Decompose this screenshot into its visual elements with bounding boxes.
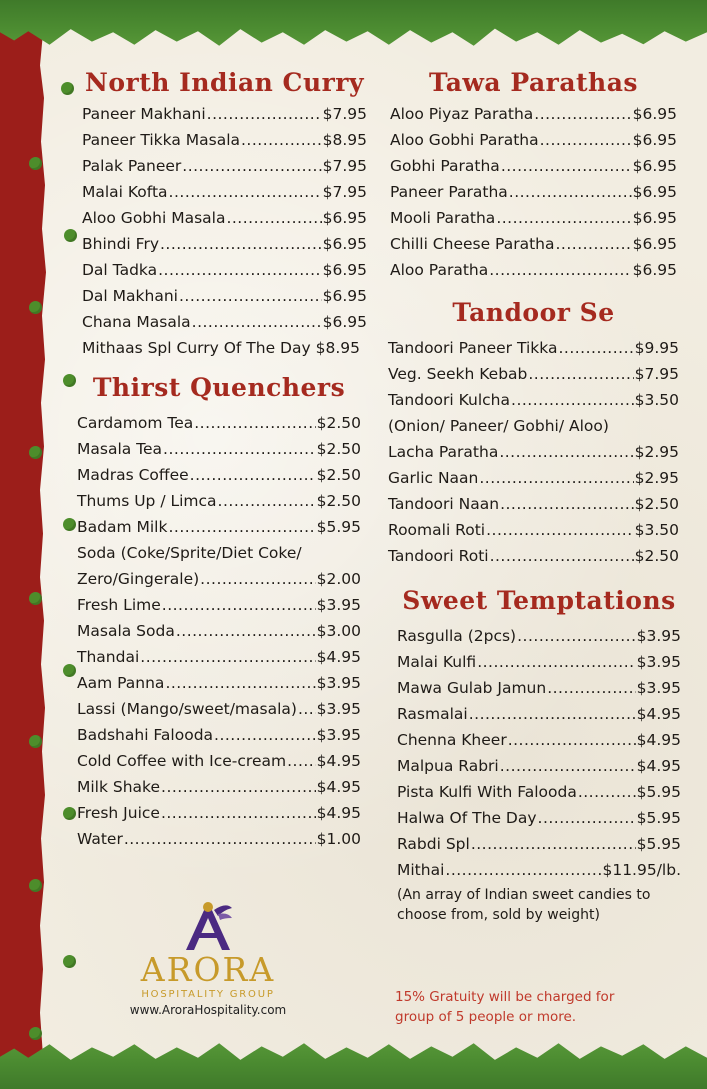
menu-list bbox=[77, 410, 361, 852]
leaf-dot bbox=[64, 229, 77, 242]
sweet-note-line: (An array of Indian sweet candies to bbox=[397, 887, 651, 903]
dot-leader bbox=[534, 101, 631, 127]
dot-leader bbox=[509, 179, 632, 205]
leaf-dot bbox=[29, 446, 42, 459]
menu-item-price: $2.50 bbox=[634, 547, 679, 565]
gratuity-notice bbox=[395, 987, 675, 1027]
menu-item bbox=[397, 623, 681, 649]
menu-item bbox=[77, 774, 361, 800]
dot-leader bbox=[241, 127, 322, 153]
menu-item-price: $2.50 bbox=[316, 492, 361, 510]
leaf-dot bbox=[63, 807, 76, 820]
menu-item-price: $5.95 bbox=[636, 809, 681, 827]
menu-item-name: Badshahi Falooda bbox=[77, 726, 214, 744]
menu-item-name: Pista Kulfi With Falooda bbox=[397, 783, 577, 801]
dot-leader bbox=[496, 205, 631, 231]
menu-item bbox=[397, 649, 681, 675]
dot-leader bbox=[500, 491, 634, 517]
section-title: Sweet Temptations bbox=[402, 586, 676, 615]
dot-leader bbox=[500, 753, 636, 779]
menu-item-price: $3.95 bbox=[316, 700, 361, 718]
menu-item-name: Palak Paneer bbox=[82, 157, 182, 175]
menu-item-price: $3.95 bbox=[316, 726, 361, 744]
section-sweet-temptations bbox=[397, 586, 681, 925]
menu-item-name: Mithaas Spl Curry Of The Day bbox=[82, 339, 311, 357]
leaf-dot bbox=[29, 1027, 42, 1040]
menu-item-name: Mooli Paratha bbox=[390, 209, 496, 227]
dot-leader bbox=[287, 748, 316, 774]
menu-item bbox=[82, 309, 367, 335]
menu-item-price: $6.95 bbox=[632, 235, 677, 253]
dot-leader bbox=[163, 436, 316, 462]
dot-leader bbox=[471, 831, 636, 857]
menu-item-price: $6.95 bbox=[632, 183, 677, 201]
menu-item bbox=[82, 335, 367, 361]
menu-item bbox=[82, 231, 367, 257]
section-tandoor-se bbox=[388, 298, 679, 569]
dot-leader bbox=[168, 514, 315, 540]
section-title: Tawa Parathas bbox=[428, 68, 639, 97]
menu-item-price: $3.50 bbox=[634, 521, 679, 539]
menu-item-name: Aam Panna bbox=[77, 674, 165, 692]
menu-item-name: Tandoori Paneer Tikka bbox=[388, 339, 558, 357]
menu-item bbox=[397, 727, 681, 753]
menu-item-price: $6.95 bbox=[322, 209, 367, 227]
menu-item-price: $7.95 bbox=[322, 183, 367, 201]
dot-leader bbox=[207, 101, 322, 127]
dot-leader bbox=[508, 727, 636, 753]
menu-item-price: $7.95 bbox=[322, 105, 367, 123]
section-tawa-parathas bbox=[390, 68, 677, 283]
menu-item-name: Paneer Paratha bbox=[390, 183, 508, 201]
menu-item bbox=[82, 153, 367, 179]
sweet-note bbox=[397, 885, 681, 925]
menu-item bbox=[82, 179, 367, 205]
menu-item-name: Garlic Naan bbox=[388, 469, 479, 487]
menu-item bbox=[77, 696, 361, 722]
menu-item-price: $5.95 bbox=[316, 518, 361, 536]
dot-leader bbox=[479, 465, 633, 491]
leaf-dot bbox=[29, 301, 42, 314]
leaf-dot bbox=[61, 82, 74, 95]
menu-item bbox=[77, 670, 361, 696]
menu-item-price: $4.95 bbox=[316, 752, 361, 770]
menu-item bbox=[77, 566, 361, 592]
dot-leader bbox=[124, 826, 316, 852]
menu-item-price: $6.95 bbox=[322, 313, 367, 331]
menu-item bbox=[397, 753, 681, 779]
leaf-dot bbox=[63, 374, 76, 387]
dot-leader bbox=[158, 257, 322, 283]
menu-item-name: Fresh Juice bbox=[77, 804, 160, 822]
dot-leader bbox=[226, 205, 321, 231]
menu-item-name: Milk Shake bbox=[77, 778, 161, 796]
menu-item-price: $4.95 bbox=[316, 778, 361, 796]
menu-item bbox=[82, 101, 367, 127]
menu-item-name: Mithai bbox=[397, 861, 445, 879]
menu-item-name: Malpua Rabri bbox=[397, 757, 499, 775]
leaf-dot bbox=[29, 157, 42, 170]
menu-item bbox=[388, 413, 679, 439]
dot-leader bbox=[486, 517, 634, 543]
menu-item bbox=[82, 127, 367, 153]
menu-item-price: $6.95 bbox=[632, 131, 677, 149]
menu-item-name: Badam Milk bbox=[77, 518, 168, 536]
menu-item-price: $2.95 bbox=[634, 443, 679, 461]
dot-leader bbox=[558, 335, 633, 361]
section-title: Tandoor Se bbox=[452, 298, 615, 327]
menu-item-name: Aloo Paratha bbox=[390, 261, 489, 279]
menu-item bbox=[388, 387, 679, 413]
logo-wordmark: ARORA bbox=[140, 950, 276, 989]
menu-item-price: $8.95 bbox=[315, 339, 360, 357]
menu-item bbox=[77, 800, 361, 826]
menu-item-name: Rasgulla (2pcs) bbox=[397, 627, 517, 645]
menu-item bbox=[77, 826, 361, 852]
dot-leader bbox=[540, 127, 632, 153]
menu-item-price: $4.95 bbox=[636, 757, 681, 775]
dot-leader bbox=[161, 800, 316, 826]
menu-item-price: $6.95 bbox=[632, 157, 677, 175]
menu-item bbox=[397, 675, 681, 701]
dot-leader bbox=[511, 387, 634, 413]
menu-item-name: Bhindi Fry bbox=[82, 235, 159, 253]
menu-list bbox=[388, 335, 679, 569]
leaf-dot bbox=[63, 955, 76, 968]
menu-item-price: $6.95 bbox=[632, 261, 677, 279]
menu-item bbox=[77, 462, 361, 488]
menu-item bbox=[77, 410, 361, 436]
menu-item-price: $5.95 bbox=[636, 783, 681, 801]
menu-item bbox=[77, 514, 361, 540]
menu-item-name: Lassi (Mango/sweet/masala) bbox=[77, 700, 297, 718]
dot-leader bbox=[190, 462, 316, 488]
section-title: Thirst Quenchers bbox=[92, 373, 346, 402]
menu-item bbox=[388, 543, 679, 569]
menu-item-price: $2.50 bbox=[634, 495, 679, 513]
menu-item-name: Tandoori Kulcha bbox=[388, 391, 511, 409]
menu-item bbox=[77, 644, 361, 670]
leaf-dot bbox=[29, 879, 42, 892]
menu-item-name: Mawa Gulab Jamun bbox=[397, 679, 547, 697]
menu-item bbox=[390, 257, 677, 283]
menu-item-price: $6.95 bbox=[632, 209, 677, 227]
dot-leader bbox=[218, 488, 316, 514]
menu-item bbox=[82, 205, 367, 231]
menu-item-price: $5.95 bbox=[636, 835, 681, 853]
menu-item-price: $3.95 bbox=[636, 627, 681, 645]
menu-item-name: Malai Kofta bbox=[82, 183, 168, 201]
menu-item-name: Paneer Makhani bbox=[82, 105, 206, 123]
menu-item bbox=[397, 779, 681, 805]
menu-item bbox=[82, 283, 367, 309]
menu-list bbox=[82, 101, 367, 361]
menu-item-name: Masala Soda bbox=[77, 622, 175, 640]
menu-item bbox=[397, 701, 681, 727]
dot-leader bbox=[192, 309, 322, 335]
dot-leader bbox=[538, 805, 636, 831]
dot-leader bbox=[162, 592, 316, 618]
dot-leader bbox=[182, 153, 321, 179]
dot-leader bbox=[179, 283, 322, 309]
menu-item-price: $6.95 bbox=[322, 261, 367, 279]
dot-leader bbox=[165, 670, 315, 696]
dot-leader bbox=[298, 696, 316, 722]
menu-item bbox=[397, 805, 681, 831]
menu-item bbox=[397, 831, 681, 857]
menu-item bbox=[397, 857, 681, 883]
dot-leader bbox=[140, 644, 315, 670]
arora-logo-mark-icon bbox=[178, 900, 238, 952]
logo-subtitle: HOSPITALITY GROUP bbox=[141, 989, 275, 1000]
menu-item-price: $7.95 bbox=[634, 365, 679, 383]
dot-leader bbox=[214, 722, 316, 748]
menu-list bbox=[397, 623, 681, 883]
dot-leader bbox=[477, 649, 635, 675]
dot-leader bbox=[160, 231, 322, 257]
section-title: North Indian Curry bbox=[85, 68, 364, 97]
dot-leader bbox=[161, 774, 316, 800]
dot-leader bbox=[169, 179, 322, 205]
menu-item bbox=[390, 101, 677, 127]
leaf-dot bbox=[29, 735, 42, 748]
menu-item-price: $3.95 bbox=[316, 596, 361, 614]
dot-leader bbox=[469, 701, 636, 727]
menu-item-price: $11.95/lb. bbox=[602, 861, 681, 879]
menu-item bbox=[390, 153, 677, 179]
menu-item-price: $8.95 bbox=[322, 131, 367, 149]
menu-item bbox=[77, 540, 361, 566]
menu-item-name: Lacha Paratha bbox=[388, 443, 499, 461]
menu-item-name: Veg. Seekh Kebab bbox=[388, 365, 528, 383]
menu-list bbox=[390, 101, 677, 283]
menu-item-name: Rasmalai bbox=[397, 705, 468, 723]
website-link[interactable]: www.AroraHospitality.com bbox=[129, 1003, 287, 1017]
menu-item-name: Cold Coffee with Ice-cream bbox=[77, 752, 287, 770]
menu-item-price: $3.95 bbox=[636, 679, 681, 697]
menu-item-price: $2.50 bbox=[316, 414, 361, 432]
menu-item-name: Roomali Roti bbox=[388, 521, 486, 539]
menu-item-name: Gobhi Paratha bbox=[390, 157, 500, 175]
section-thirst-quenchers bbox=[77, 373, 361, 852]
menu-item bbox=[388, 335, 679, 361]
menu-item bbox=[77, 722, 361, 748]
leaf-dot bbox=[29, 592, 42, 605]
menu-item-price: $3.95 bbox=[316, 674, 361, 692]
dot-leader bbox=[176, 618, 316, 644]
section-north-indian bbox=[82, 68, 367, 361]
menu-item-name: Tandoori Naan bbox=[388, 495, 500, 513]
gratuity-line: 15% Gratuity will be charged for bbox=[395, 989, 615, 1005]
leaf-dot bbox=[63, 664, 76, 677]
sweet-note-line: choose from, sold by weight) bbox=[397, 907, 600, 923]
menu-item-name: Aloo Piyaz Paratha bbox=[390, 105, 534, 123]
menu-item bbox=[390, 231, 677, 257]
menu-item-price: $6.95 bbox=[322, 287, 367, 305]
menu-item-price: $2.95 bbox=[634, 469, 679, 487]
menu-item-price: $6.95 bbox=[322, 235, 367, 253]
menu-item-name: Halwa Of The Day bbox=[397, 809, 537, 827]
menu-item-price: $9.95 bbox=[634, 339, 679, 357]
dot-leader bbox=[445, 857, 601, 883]
menu-item-price: $1.00 bbox=[316, 830, 361, 848]
menu-item bbox=[388, 517, 679, 543]
gratuity-line: group of 5 people or more. bbox=[395, 1009, 577, 1025]
menu-item bbox=[388, 465, 679, 491]
menu-item bbox=[388, 491, 679, 517]
menu-item-name: Tandoori Roti bbox=[388, 547, 489, 565]
menu-item-name: Water bbox=[77, 830, 123, 848]
dot-leader bbox=[200, 566, 315, 592]
menu-item bbox=[77, 748, 361, 774]
menu-item bbox=[388, 361, 679, 387]
menu-item-name: Fresh Lime bbox=[77, 596, 161, 614]
menu-item-price: $4.95 bbox=[316, 648, 361, 666]
dot-leader bbox=[517, 623, 636, 649]
dot-leader bbox=[490, 543, 634, 569]
menu-item bbox=[77, 618, 361, 644]
menu-item bbox=[390, 179, 677, 205]
menu-item-name: Dal Makhani bbox=[82, 287, 178, 305]
menu-item bbox=[388, 439, 679, 465]
menu-item bbox=[390, 127, 677, 153]
menu-item-name: Soda (Coke/Sprite/Diet Coke/ bbox=[77, 544, 302, 562]
dot-leader bbox=[547, 675, 635, 701]
dot-leader bbox=[489, 257, 631, 283]
dot-leader bbox=[194, 410, 315, 436]
menu-item bbox=[77, 436, 361, 462]
menu-item-name: Thandai bbox=[77, 648, 140, 666]
menu-item bbox=[77, 488, 361, 514]
menu-item bbox=[390, 205, 677, 231]
dot-leader bbox=[501, 153, 632, 179]
menu-item-name: Chilli Cheese Paratha bbox=[390, 235, 555, 253]
menu-item-name: Malai Kulfi bbox=[397, 653, 477, 671]
menu-item-name: Rabdi Spl bbox=[397, 835, 470, 853]
menu-item-price: $6.95 bbox=[632, 105, 677, 123]
menu-item-price: $7.95 bbox=[322, 157, 367, 175]
menu-item-name: Dal Tadka bbox=[82, 261, 158, 279]
leaf-dot bbox=[63, 518, 76, 531]
menu-item-price: $3.95 bbox=[636, 653, 681, 671]
dot-leader bbox=[555, 231, 631, 257]
dot-leader bbox=[499, 439, 633, 465]
menu-item-name: Aloo Gobhi Paratha bbox=[390, 131, 539, 149]
menu-item-name: Paneer Tikka Masala bbox=[82, 131, 240, 149]
menu-item-name: Thums Up / Limca bbox=[77, 492, 217, 510]
menu-item-name: Chana Masala bbox=[82, 313, 191, 331]
menu-item bbox=[82, 257, 367, 283]
menu-item-price: $4.95 bbox=[636, 731, 681, 749]
menu-item-price: $2.50 bbox=[316, 466, 361, 484]
menu-item-name: Masala Tea bbox=[77, 440, 163, 458]
menu-item-name: Chenna Kheer bbox=[397, 731, 507, 749]
menu-item bbox=[77, 592, 361, 618]
menu-item-price: $3.50 bbox=[634, 391, 679, 409]
menu-item-name: Aloo Gobhi Masala bbox=[82, 209, 226, 227]
menu-item-name: (Onion/ Paneer/ Gobhi/ Aloo) bbox=[388, 417, 609, 435]
menu-item-price: $2.50 bbox=[316, 440, 361, 458]
dot-leader bbox=[578, 779, 636, 805]
menu-item-price: $2.00 bbox=[316, 570, 361, 588]
menu-item-price: $4.95 bbox=[636, 705, 681, 723]
menu-item-price: $3.00 bbox=[316, 622, 361, 640]
menu-item-name: Madras Coffee bbox=[77, 466, 189, 484]
arora-logo bbox=[118, 900, 298, 1018]
menu-item-name: Zero/Gingerale) bbox=[77, 570, 200, 588]
menu-item-price: $4.95 bbox=[316, 804, 361, 822]
dot-leader bbox=[528, 361, 633, 387]
menu-item-name: Cardamom Tea bbox=[77, 414, 194, 432]
